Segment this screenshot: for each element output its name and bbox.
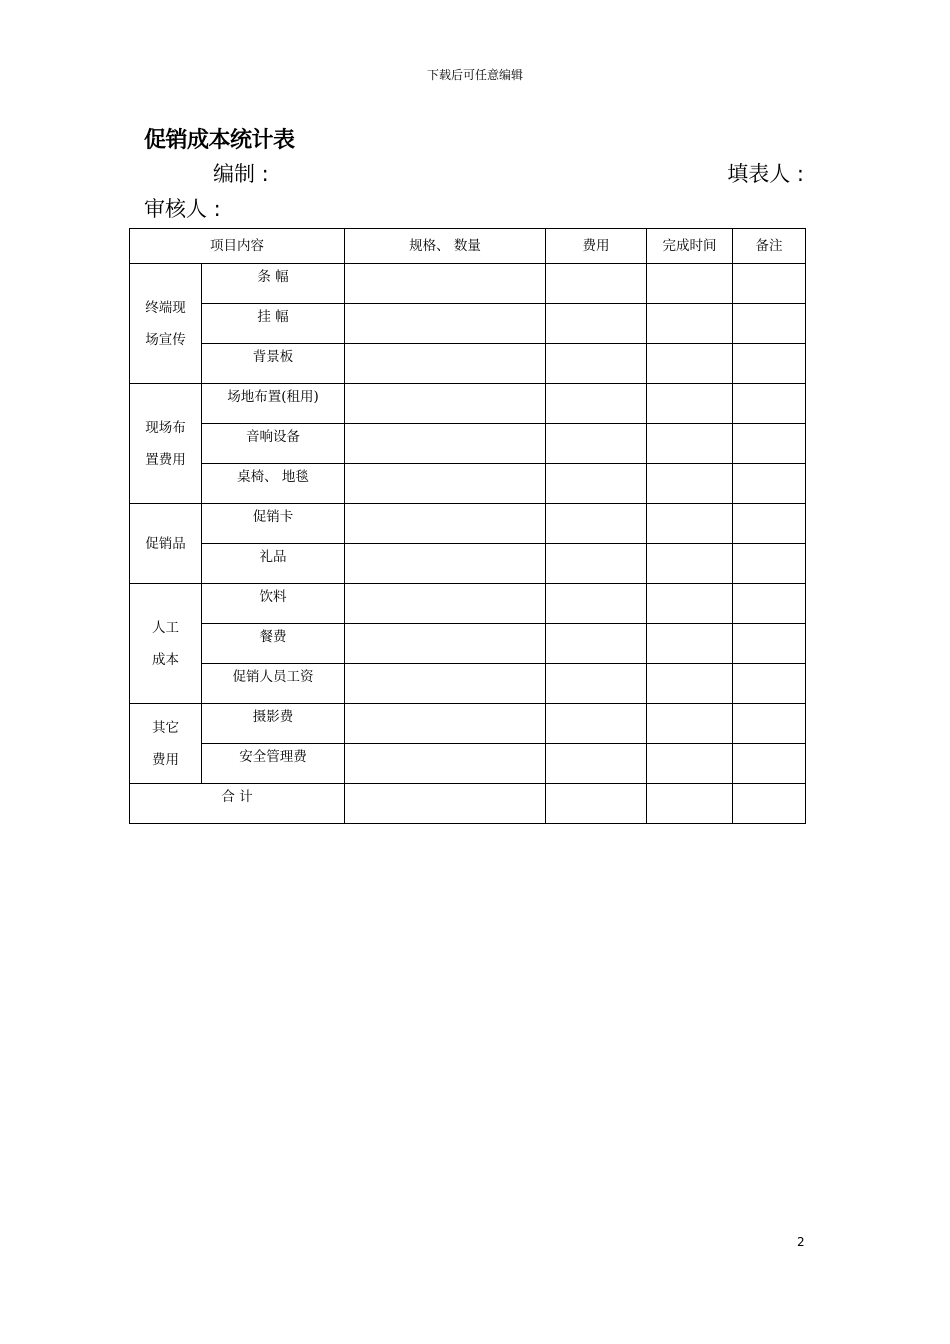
page-number: 2 bbox=[797, 1235, 805, 1249]
header-note: 下载后可任意编辑 bbox=[426, 68, 523, 82]
item-cell: 餐费 bbox=[202, 624, 345, 664]
spec-cell[interactable] bbox=[345, 424, 546, 464]
category-label: 置费用 bbox=[145, 451, 186, 468]
cost-cell[interactable] bbox=[546, 304, 647, 344]
time-cell[interactable] bbox=[647, 344, 733, 384]
total-time-cell[interactable] bbox=[647, 784, 733, 824]
cost-cell[interactable] bbox=[546, 584, 647, 624]
item-cell: 安全管理费 bbox=[202, 744, 345, 784]
reviewer-label: 审核人 : bbox=[144, 197, 221, 221]
category-label: 人工 bbox=[152, 619, 179, 636]
category-label: 费用 bbox=[152, 751, 179, 768]
category-cell bbox=[130, 704, 202, 784]
spec-cell[interactable] bbox=[345, 584, 546, 624]
spec-cell[interactable] bbox=[345, 344, 546, 384]
table-row bbox=[130, 304, 806, 344]
cost-cell[interactable] bbox=[546, 504, 647, 544]
remarks-cell[interactable] bbox=[733, 744, 806, 784]
table-row bbox=[130, 424, 806, 464]
time-cell[interactable] bbox=[647, 744, 733, 784]
total-remarks-cell[interactable] bbox=[733, 784, 806, 824]
cost-cell[interactable] bbox=[546, 464, 647, 504]
cost-table bbox=[129, 228, 806, 824]
item-cell: 场地布置(租用) bbox=[202, 384, 345, 424]
item-cell: 音响设备 bbox=[202, 424, 345, 464]
cost-cell[interactable] bbox=[546, 384, 647, 424]
item-cell: 背景板 bbox=[202, 344, 345, 384]
time-cell[interactable] bbox=[647, 464, 733, 504]
remarks-cell[interactable] bbox=[733, 704, 806, 744]
time-cell[interactable] bbox=[647, 504, 733, 544]
remarks-cell[interactable] bbox=[733, 384, 806, 424]
remarks-cell[interactable] bbox=[733, 344, 806, 384]
remarks-cell[interactable] bbox=[733, 584, 806, 624]
cost-cell[interactable] bbox=[546, 544, 647, 584]
cost-cell[interactable] bbox=[546, 344, 647, 384]
category-cell bbox=[130, 264, 202, 384]
item-cell: 礼品 bbox=[202, 544, 345, 584]
time-cell[interactable] bbox=[647, 704, 733, 744]
item-cell: 促销人员工资 bbox=[202, 664, 345, 704]
spec-cell[interactable] bbox=[345, 544, 546, 584]
time-cell[interactable] bbox=[647, 384, 733, 424]
remarks-cell[interactable] bbox=[733, 304, 806, 344]
table-row bbox=[130, 664, 806, 704]
table-header-row bbox=[130, 229, 806, 264]
table-row bbox=[130, 264, 806, 304]
spec-cell[interactable] bbox=[345, 304, 546, 344]
category-label: 促销品 bbox=[145, 535, 186, 552]
time-cell[interactable] bbox=[647, 624, 733, 664]
item-cell: 条 幅 bbox=[202, 264, 345, 304]
remarks-cell[interactable] bbox=[733, 544, 806, 584]
table-row bbox=[130, 544, 806, 584]
remarks-cell[interactable] bbox=[733, 504, 806, 544]
category-cell bbox=[130, 504, 202, 584]
category-label: 现场布 bbox=[145, 419, 186, 436]
spec-cell[interactable] bbox=[345, 464, 546, 504]
header-item-content: 项目内容 bbox=[130, 229, 345, 264]
total-row bbox=[130, 784, 806, 824]
time-cell[interactable] bbox=[647, 264, 733, 304]
remarks-cell[interactable] bbox=[733, 624, 806, 664]
cost-cell[interactable] bbox=[546, 744, 647, 784]
time-cell[interactable] bbox=[647, 544, 733, 584]
spec-cell[interactable] bbox=[345, 744, 546, 784]
spec-cell[interactable] bbox=[345, 664, 546, 704]
item-cell: 饮料 bbox=[202, 584, 345, 624]
table-row bbox=[130, 584, 806, 624]
table-row bbox=[130, 504, 806, 544]
category-cell bbox=[130, 584, 202, 704]
time-cell[interactable] bbox=[647, 664, 733, 704]
table-row bbox=[130, 464, 806, 504]
item-cell: 促销卡 bbox=[202, 504, 345, 544]
total-spec-cell[interactable] bbox=[345, 784, 546, 824]
remarks-cell[interactable] bbox=[733, 664, 806, 704]
cost-cell[interactable] bbox=[546, 264, 647, 304]
cost-cell[interactable] bbox=[546, 624, 647, 664]
category-label: 场宣传 bbox=[145, 331, 186, 348]
category-label: 成本 bbox=[152, 651, 179, 668]
spec-cell[interactable] bbox=[345, 624, 546, 664]
compiler-label: 编制 : bbox=[213, 162, 269, 186]
remarks-cell[interactable] bbox=[733, 464, 806, 504]
total-cost-cell[interactable] bbox=[546, 784, 647, 824]
time-cell[interactable] bbox=[647, 424, 733, 464]
spec-cell[interactable] bbox=[345, 704, 546, 744]
category-label: 终端现 bbox=[145, 299, 186, 316]
item-cell: 挂 幅 bbox=[202, 304, 345, 344]
page-title: 促销成本统计表 bbox=[144, 128, 295, 153]
header-completion-time: 完成时间 bbox=[647, 229, 733, 264]
item-cell: 摄影费 bbox=[202, 704, 345, 744]
table-row bbox=[130, 704, 806, 744]
header-spec-quantity: 规格、 数量 bbox=[345, 229, 546, 264]
cost-cell[interactable] bbox=[546, 424, 647, 464]
spec-cell[interactable] bbox=[345, 264, 546, 304]
header-remarks: 备注 bbox=[733, 229, 806, 264]
header-cost: 费用 bbox=[546, 229, 647, 264]
remarks-cell[interactable] bbox=[733, 264, 806, 304]
spec-cell[interactable] bbox=[345, 384, 546, 424]
table-row bbox=[130, 384, 806, 424]
time-cell[interactable] bbox=[647, 304, 733, 344]
table-row bbox=[130, 624, 806, 664]
cost-cell[interactable] bbox=[546, 664, 647, 704]
remarks-cell[interactable] bbox=[733, 424, 806, 464]
category-label: 其它 bbox=[152, 719, 179, 736]
table-row bbox=[130, 744, 806, 784]
total-label: 合 计 bbox=[130, 784, 345, 824]
time-cell[interactable] bbox=[647, 584, 733, 624]
item-cell: 桌椅、 地毯 bbox=[202, 464, 345, 504]
table-row bbox=[130, 344, 806, 384]
category-cell bbox=[130, 384, 202, 504]
cost-cell[interactable] bbox=[546, 704, 647, 744]
spec-cell[interactable] bbox=[345, 504, 546, 544]
filler-label: 填表人 : bbox=[727, 162, 804, 186]
